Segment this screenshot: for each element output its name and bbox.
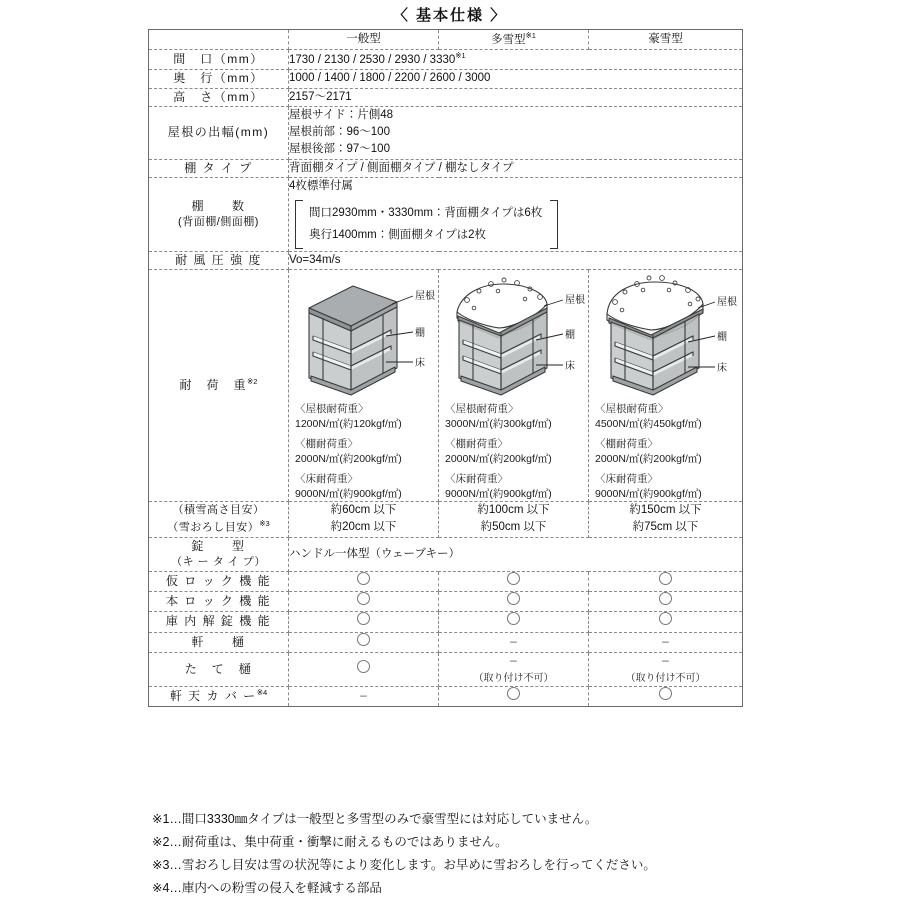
- figure-label-shelf: 棚: [565, 330, 575, 342]
- eaves-gutter-extreme-snow: [589, 632, 743, 652]
- dash-mark-icon: –: [510, 652, 517, 667]
- load-values-standard: [289, 402, 438, 501]
- snow-values-heavy-snow: [439, 502, 589, 538]
- circle-mark-icon: [659, 612, 672, 625]
- figure-label-shelf: 棚: [717, 332, 727, 344]
- main-lock-heavy-snow: [439, 592, 589, 612]
- row-label-lock-type: [149, 537, 289, 571]
- shelf-count-label-main: 棚 数: [191, 198, 246, 213]
- row-label-main-lock: 本 ロ ッ ク 機 能: [149, 592, 289, 612]
- figure-label-group: [717, 295, 737, 374]
- row-width: [149, 50, 743, 70]
- floor-load-value: 9000N/㎡(約900kgf/㎡): [295, 487, 402, 500]
- callout-roof-line: [392, 296, 413, 304]
- roof-overhang-side: 屋根サイド：片側48: [289, 108, 393, 121]
- inside-unlock-extreme-snow: [589, 612, 743, 632]
- roof-load-value: 3000N/㎡(約300kgf/㎡): [445, 417, 552, 430]
- snow-depth-standard: 約60cm 以下: [330, 504, 397, 517]
- snow-removal-extreme-snow: 約75cm 以下: [632, 521, 699, 534]
- shelf-count-label-sub: (背面棚/側面棚): [178, 216, 259, 229]
- floor-load-header: 〈床耐荷重〉: [595, 473, 658, 486]
- snow-depth-extreme-snow: 約150cm 以下: [629, 504, 702, 517]
- shelf-load-block-extreme-snow: [595, 437, 742, 466]
- load-capacity-panel-extreme-snow: [589, 270, 743, 502]
- figure-label-floor: 床: [415, 358, 425, 370]
- row-shelf-count: [149, 178, 743, 252]
- row-wind-pressure: [149, 251, 743, 269]
- snow-removal-standard: 約20cm 以下: [330, 521, 397, 534]
- floor-load-header: 〈床耐荷重〉: [445, 473, 508, 486]
- figure-label-roof: 屋根: [415, 291, 435, 303]
- row-label-depth: 奥 行（mm）: [149, 70, 289, 88]
- temp-lock-extreme-snow: [589, 571, 743, 591]
- eaves-gutter-heavy-snow: [439, 632, 589, 652]
- row-value-height: 2157〜2171: [289, 88, 743, 106]
- figure-label-floor: 床: [717, 363, 727, 375]
- row-value-depth: 1000 / 1400 / 1800 / 2200 / 2600 / 3000: [289, 70, 743, 88]
- main-lock-standard: [289, 592, 439, 612]
- footnotes: [152, 808, 852, 901]
- temp-lock-heavy-snow: [439, 571, 589, 591]
- roof-load-header: 〈屋根耐荷重〉: [445, 403, 519, 416]
- snow-removal-label: （雪おろし目安）$^{※3}$: [167, 518, 270, 534]
- row-label-wind-pressure: 耐 風 圧 強 度: [149, 251, 289, 269]
- inside-unlock-heavy-snow: [439, 612, 589, 632]
- row-snow-guideline: [149, 502, 743, 538]
- circle-mark-icon: [357, 660, 370, 673]
- roof-load-header: 〈屋根耐荷重〉: [595, 403, 669, 416]
- load-values-extreme-snow: [589, 402, 742, 501]
- shelf-load-header: 〈棚耐荷重〉: [295, 438, 358, 451]
- footnote-4: ※4…庫内への粉雪の侵入を軽減する部品: [152, 881, 382, 896]
- row-down-gutter: [149, 652, 743, 686]
- basic-specification-table: [148, 29, 743, 707]
- snow-depth-heavy-snow: 約100cm 以下: [477, 504, 550, 517]
- width-value: 1730 / 2130 / 2530 / 2930 / 3330: [289, 53, 456, 66]
- row-main-lock: [149, 592, 743, 612]
- circle-mark-icon: [659, 572, 672, 585]
- dash-mark-icon: –: [662, 652, 669, 667]
- figure-label-floor: 床: [565, 361, 575, 373]
- width-note: ※1: [455, 51, 466, 61]
- row-label-inside-unlock: 庫 内 解 錠 機 能: [149, 612, 289, 632]
- dash-mark-icon: –: [662, 633, 669, 648]
- down-gutter-extreme-snow: [589, 652, 743, 686]
- column-header-heavy-snow: [439, 30, 589, 50]
- shelf-load-header: 〈棚耐荷重〉: [445, 438, 508, 451]
- shelf-load-header: 〈棚耐荷重〉: [595, 438, 658, 451]
- row-value-lock-type: ハンドル一体型（ウェーブキー）: [289, 537, 743, 571]
- floor-load-value: 9000N/㎡(約900kgf/㎡): [445, 487, 552, 500]
- row-label-shelf-count: [149, 178, 289, 252]
- row-value-shelf-type: 背面棚タイプ / 側面棚タイプ / 棚なしタイプ: [289, 159, 743, 177]
- roof-load-block-extreme-snow: [595, 402, 742, 431]
- lock-type-label-sub: （キ ー タ イ プ）: [171, 556, 266, 569]
- row-value-shelf-count: [289, 178, 743, 252]
- row-depth: [149, 70, 743, 88]
- circle-mark-icon: [507, 592, 520, 605]
- column-header-heavy-snow-label: 多雪型: [491, 33, 526, 46]
- figure-label-group: [565, 293, 585, 372]
- shelf-count-bracket-line2: 奥行1400mm：側面棚タイプは2枚: [309, 228, 487, 241]
- lock-type-label-main: 錠 型: [191, 538, 246, 553]
- load-capacity-panel-heavy-snow: [439, 270, 589, 502]
- roof-load-value: 1200N/㎡(約120kgf/㎡): [295, 417, 402, 430]
- shed-medium-snow-svg: [441, 270, 586, 396]
- row-label-down-gutter: た て 樋: [149, 652, 289, 686]
- row-eaves-gutter: [149, 632, 743, 652]
- shelf-load-block-heavy-snow: [445, 437, 588, 466]
- table-header-row: [149, 30, 743, 50]
- shed-heavy-snow-svg: [593, 270, 738, 396]
- footnote-2: ※2…耐荷重は、集中荷重・衝撃に耐えるものではありません。: [152, 835, 508, 850]
- circle-mark-icon: [507, 572, 520, 585]
- soffit-cover-standard: [289, 687, 439, 707]
- inside-unlock-standard: [289, 612, 439, 632]
- floor-load-block-standard: [295, 472, 438, 501]
- roof-overhang-front: 屋根前部：96〜100: [289, 126, 390, 139]
- row-label-load-capacity: [149, 270, 289, 502]
- circle-mark-icon: [507, 612, 520, 625]
- row-label-temp-lock: 仮 ロ ッ ク 機 能: [149, 571, 289, 591]
- circle-mark-icon: [357, 612, 370, 625]
- shelf-load-value: 2000N/㎡(約200kgf/㎡): [445, 452, 552, 465]
- load-capacity-panel-standard: [289, 270, 439, 502]
- footnote-1: ※1…間口3330㎜タイプは一般型と多雪型のみで豪雪型には対応していません。: [152, 812, 598, 826]
- load-capacity-note: ※2: [247, 377, 258, 386]
- row-value-wind-pressure: Vo=34m/s: [289, 251, 743, 269]
- dash-mark-icon: –: [360, 688, 367, 703]
- soffit-cover-heavy-snow: [439, 687, 589, 707]
- temp-lock-standard: [289, 571, 439, 591]
- row-label-shelf-type: 棚 タ イ プ: [149, 159, 289, 177]
- soffit-cover-label: 軒 天 カ バ ー: [169, 689, 257, 704]
- circle-mark-icon: [357, 633, 370, 646]
- shelf-load-value: 2000N/㎡(約200kgf/㎡): [295, 452, 402, 465]
- column-header-extreme-snow: [589, 30, 743, 50]
- row-value-roof-overhang: [289, 106, 743, 159]
- shed-no-snow-svg: [291, 270, 436, 396]
- row-label-snow-guideline: [149, 502, 289, 538]
- floor-load-block-heavy-snow: [445, 472, 588, 501]
- soffit-cover-note: ※4: [256, 688, 268, 698]
- down-gutter-heavy-snow: [439, 652, 589, 686]
- shelf-count-standard: 4枚標準付属: [289, 180, 353, 193]
- roof-overhang-rear: 屋根後部：97〜100: [289, 143, 390, 156]
- load-capacity-label: 耐 荷 重: [179, 378, 248, 392]
- shelf-load-block-standard: [295, 437, 438, 466]
- roof-load-block-heavy-snow: [445, 402, 588, 431]
- floor-load-block-extreme-snow: [595, 472, 742, 501]
- roof-load-value: 4500N/㎡(約450kgf/㎡): [595, 417, 702, 430]
- figure-label-roof: 屋根: [565, 295, 585, 307]
- row-value-width: [289, 50, 743, 70]
- main-lock-extreme-snow: [589, 592, 743, 612]
- header-label-cell: [149, 30, 289, 50]
- shed-no-snow-diagram: [289, 270, 438, 398]
- snow-removal-heavy-snow: 約50cm 以下: [480, 521, 547, 534]
- down-gutter-note-heavy-snow: （取り付け不可）: [473, 673, 554, 685]
- row-soffit-cover: [149, 687, 743, 707]
- row-label-height: 高 さ（mm）: [149, 88, 289, 106]
- circle-mark-icon: [659, 592, 672, 605]
- column-header-extreme-snow-label: 豪雪型: [648, 32, 683, 45]
- figure-label-shelf: 棚: [415, 328, 425, 340]
- row-shelf-type: [149, 159, 743, 177]
- roof-load-header: 〈屋根耐荷重〉: [295, 403, 369, 416]
- load-values-heavy-snow: [439, 402, 588, 501]
- roof-load-block-standard: [295, 402, 438, 431]
- row-temp-lock: [149, 571, 743, 591]
- shed-heavy-snow-diagram: [589, 270, 742, 398]
- shelf-load-value: 2000N/㎡(約200kgf/㎡): [595, 452, 702, 465]
- row-roof-overhang: [149, 106, 743, 159]
- row-height: [149, 88, 743, 106]
- column-header-standard: [289, 30, 439, 50]
- circle-mark-icon: [507, 687, 520, 700]
- row-inside-unlock: [149, 612, 743, 632]
- down-gutter-standard: [289, 652, 439, 686]
- row-label-eaves-gutter: 軒 樋: [149, 632, 289, 652]
- circle-mark-icon: [659, 687, 672, 700]
- dash-mark-icon: –: [510, 633, 517, 648]
- snow-values-extreme-snow: [589, 502, 743, 538]
- figure-label-roof: 屋根: [717, 297, 737, 309]
- circle-mark-icon: [357, 572, 370, 585]
- soffit-cover-extreme-snow: [589, 687, 743, 707]
- shelf-count-bracket-line1: 間口2930mm・3330mm：背面棚タイプは6枚: [309, 207, 543, 220]
- row-label-width: 間 口（mm）: [149, 50, 289, 70]
- floor-load-value: 9000N/㎡(約900kgf/㎡): [595, 487, 702, 500]
- column-header-heavy-snow-note: ※1: [525, 31, 536, 40]
- down-gutter-note-extreme-snow: （取り付け不可）: [625, 673, 706, 685]
- shelf-count-bracket: [295, 200, 558, 249]
- snow-depth-label: （積雪高さ目安）: [172, 503, 265, 516]
- row-label-soffit-cover: [149, 687, 289, 707]
- shed-medium-snow-diagram: [439, 270, 588, 398]
- eaves-gutter-standard: [289, 632, 439, 652]
- page-title: 〈 基本仕様 〉: [392, 7, 508, 24]
- figure-label-group: [415, 289, 435, 369]
- circle-mark-icon: [357, 592, 370, 605]
- floor-load-header: 〈床耐荷重〉: [295, 473, 358, 486]
- snow-values-standard: [289, 502, 439, 538]
- column-header-standard-label: 一般型: [346, 32, 381, 45]
- footnote-3: ※3…雪おろし目安は雪の状況等により変化します。お早めに雪おろしを行ってください。: [152, 858, 656, 873]
- row-load-capacity: [149, 270, 743, 502]
- row-lock-type: [149, 537, 743, 571]
- row-label-roof-overhang: 屋根の出幅(mm): [149, 106, 289, 159]
